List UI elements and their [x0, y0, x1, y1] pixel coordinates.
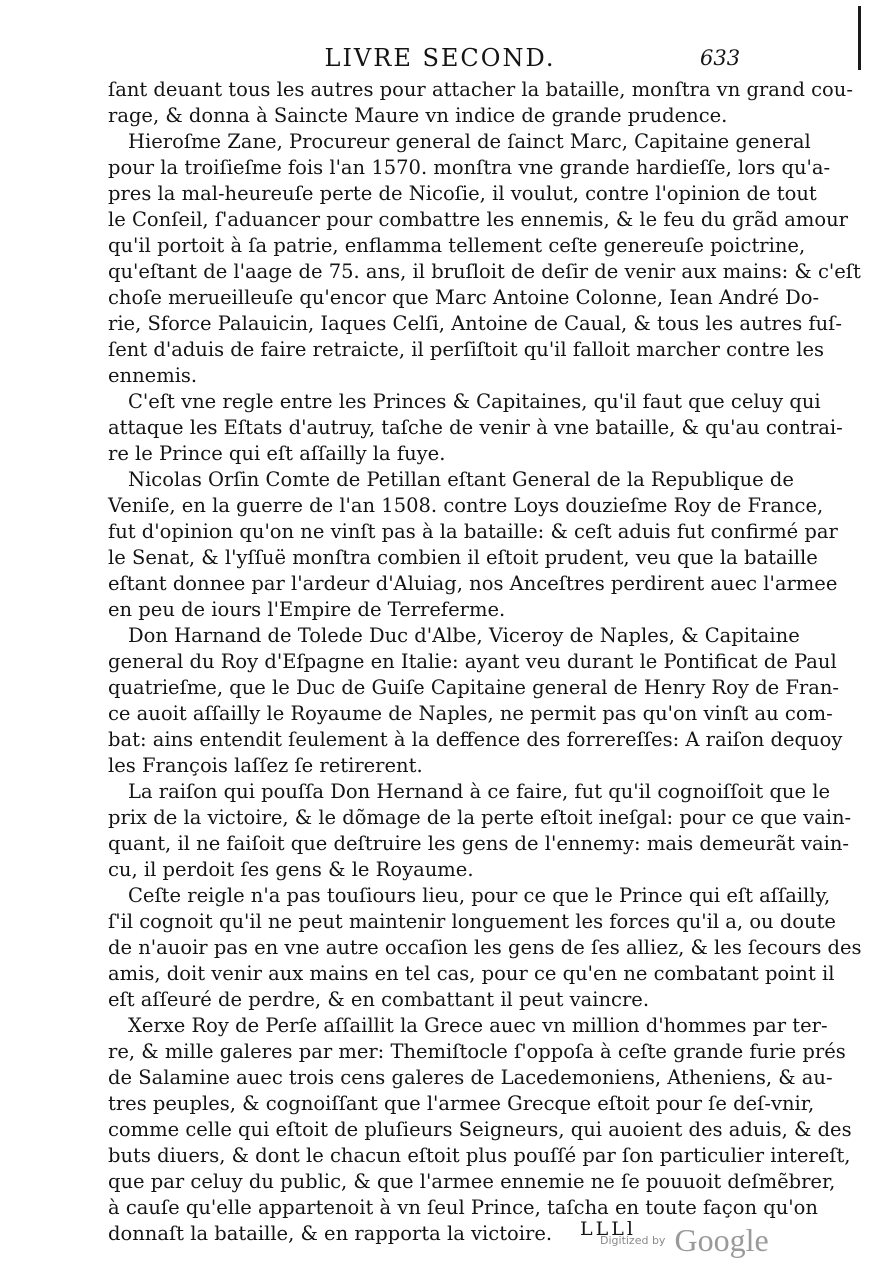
page-number: 633: [700, 46, 741, 70]
text-line: buts diuers, & dont le chacun eſtoit plus pouſſé par ſon particulier intereſt,: [108, 1144, 851, 1167]
text-line: re, & mille galeres par mer: Themiſtocle ſ'oppoſa à ceſte grande furie prés: [108, 1040, 846, 1063]
text-line: donnaſt la bataille, & en rapporta la victoire.: [108, 1222, 553, 1245]
text-line: quant, il ne faiſoit que deſtruire les gens de l'ennemy: mais demeurãt vain-: [108, 832, 850, 855]
text-line: Hieroſme Zane, Procureur general de ſainct Marc, Capitaine general: [128, 130, 811, 153]
text-line: choſe merueilleuſe qu'encor que Marc Antoine Colonne, Iean André Do-: [108, 286, 820, 309]
text-line: de Salamine auec trois cens galeres de Lacedemoniens, Atheniens, & au-: [108, 1066, 833, 1089]
text-line: rage, & donna à Saincte Maure vn indice de grande prudence.: [108, 104, 728, 127]
text-line: eſt aſſeuré de perdre, & en combattant il peut vaincre.: [108, 988, 650, 1011]
text-line: eſtant donnee par l'ardeur d'Aluiag, nos Anceſtres perdirent auec l'armee: [108, 572, 838, 595]
text-line: C'eſt vne regle entre les Princes & Capitaines, qu'il faut que celuy qui: [128, 390, 821, 413]
text-line: prix de la victoire, & le dõmage de la perte eſtoit ineſgal: pour ce que vain-: [108, 806, 852, 829]
text-line: que par celuy du public, & que l'armee ennemie ne ſe pouuoit deſmẽbrer,: [108, 1170, 836, 1193]
text-line: le Senat, & l'yſſuë monſtra combien il eſtoit prudent, veu que la bataille: [108, 546, 818, 569]
text-line: les François laſſez ſe retirerent.: [108, 754, 423, 777]
text-line: Nicolas Orſin Comte de Petillan eſtant General de la Republique de: [128, 468, 794, 491]
text-line: pres la mal-heureuſe perte de Nicoſie, il voulut, contre l'opinion de tout: [108, 182, 817, 205]
text-line: en peu de iours l'Empire de Terreferme.: [108, 598, 506, 621]
running-head: [0, 42, 877, 76]
text-line: Xerxe Roy de Perſe aſſaillit la Grece auec vn million d'hommes par ter-: [128, 1014, 828, 1037]
text-line: ſ'il cognoit qu'il ne peut maintenir longuement les forces qu'il a, ou doute: [108, 910, 836, 933]
text-line: ce auoit aſſailly le Royaume de Naples, ne permit pas qu'on vinſt au com-: [108, 702, 833, 725]
text-line: cu, il perdoit ſes gens & le Royaume.: [108, 858, 474, 881]
digitized-watermark: [600, 1222, 769, 1259]
text-line: quatrieſme, que le Duc de Guiſe Capitaine general de Henry Roy de Fran-: [108, 676, 839, 699]
text-line: tres peuples, & cognoiſſant que l'armee Grecque eſtoit pour ſe deſ-vnir,: [108, 1092, 815, 1115]
digitized-label: Digitized by: [600, 1234, 666, 1247]
text-line: re le Prince qui eſt aſſailly la fuye.: [108, 442, 446, 465]
text-line: qu'eſtant de l'aage de 75. ans, il bruſloit de deſir de venir aux mains: & c'eſt: [108, 260, 861, 283]
text-line: comme celle qui eſtoit de pluſieurs Seigneurs, qui auoient des aduis, & des: [108, 1118, 852, 1141]
text-line: amis, doit venir aux mains en tel cas, pour ce qu'en ne combatant point il: [108, 962, 835, 985]
text-line: Ceſte reigle n'a pas touſiours lieu, pour ce que le Prince qui eſt aſſailly,: [128, 884, 831, 907]
text-line: à cauſe qu'elle appartenoit à vn ſeul Prince, taſcha en toute façon qu'on: [108, 1196, 818, 1219]
text-line: qu'il portoit à ſa patrie, enflamma tellement ceſte genereuſe poictrine,: [108, 234, 806, 257]
text-line: attaque les Eſtats d'autruy, taſche de venir à vne bataille, & qu'au contrai-: [108, 416, 843, 439]
text-line: fut d'opinion qu'on ne vinſt pas à la bataille: & ceſt aduis fut confirmé par: [108, 520, 838, 543]
text-line: ſant deuant tous les autres pour attacher la bataille, monſtra vn grand cou-: [108, 78, 853, 101]
text-line: Veniſe, en la guerre de l'an 1508. contre Loys douzieſme Roy de France,: [108, 494, 824, 517]
text-line: bat: ains entendit ſeulement à la deffence des forrereſſes: A raiſon dequoy: [108, 728, 843, 751]
text-line: le Conſeil, ſ'aduancer pour combattre les ennemis, & le feu du grãd amour: [108, 208, 848, 231]
text-line: pour la troiſieſme fois l'an 1570. monſtra vne grande hardieſſe, lors qu'a-: [108, 156, 831, 179]
running-title: LIVRE SECOND.: [324, 44, 556, 72]
text-line: ſent d'aduis de faire retraicte, il perſiſtoit qu'il falloit marcher contre les: [108, 338, 825, 361]
text-line: ennemis.: [108, 364, 198, 387]
text-line: rie, Sforce Palauicin, Iaques Celſi, Antoine de Caual, & tous les autres fuſ-: [108, 312, 842, 335]
text-line: Don Harnand de Tolede Duc d'Albe, Viceroy de Naples, & Capitaine: [128, 624, 800, 647]
text-line: La raiſon qui pouſſa Don Hernand à ce faire, fut qu'il cognoiſſoit que le: [128, 780, 830, 803]
text-line: de n'auoir pas en vne autre occaſion les gens de ſes alliez, & les ſecours des: [108, 936, 862, 959]
signature-mark: LLLl: [580, 1218, 636, 1240]
google-logo: Google: [674, 1222, 769, 1258]
text-line: general du Roy d'Eſpagne en Italie: ayant veu durant le Pontificat de Paul: [108, 650, 837, 673]
